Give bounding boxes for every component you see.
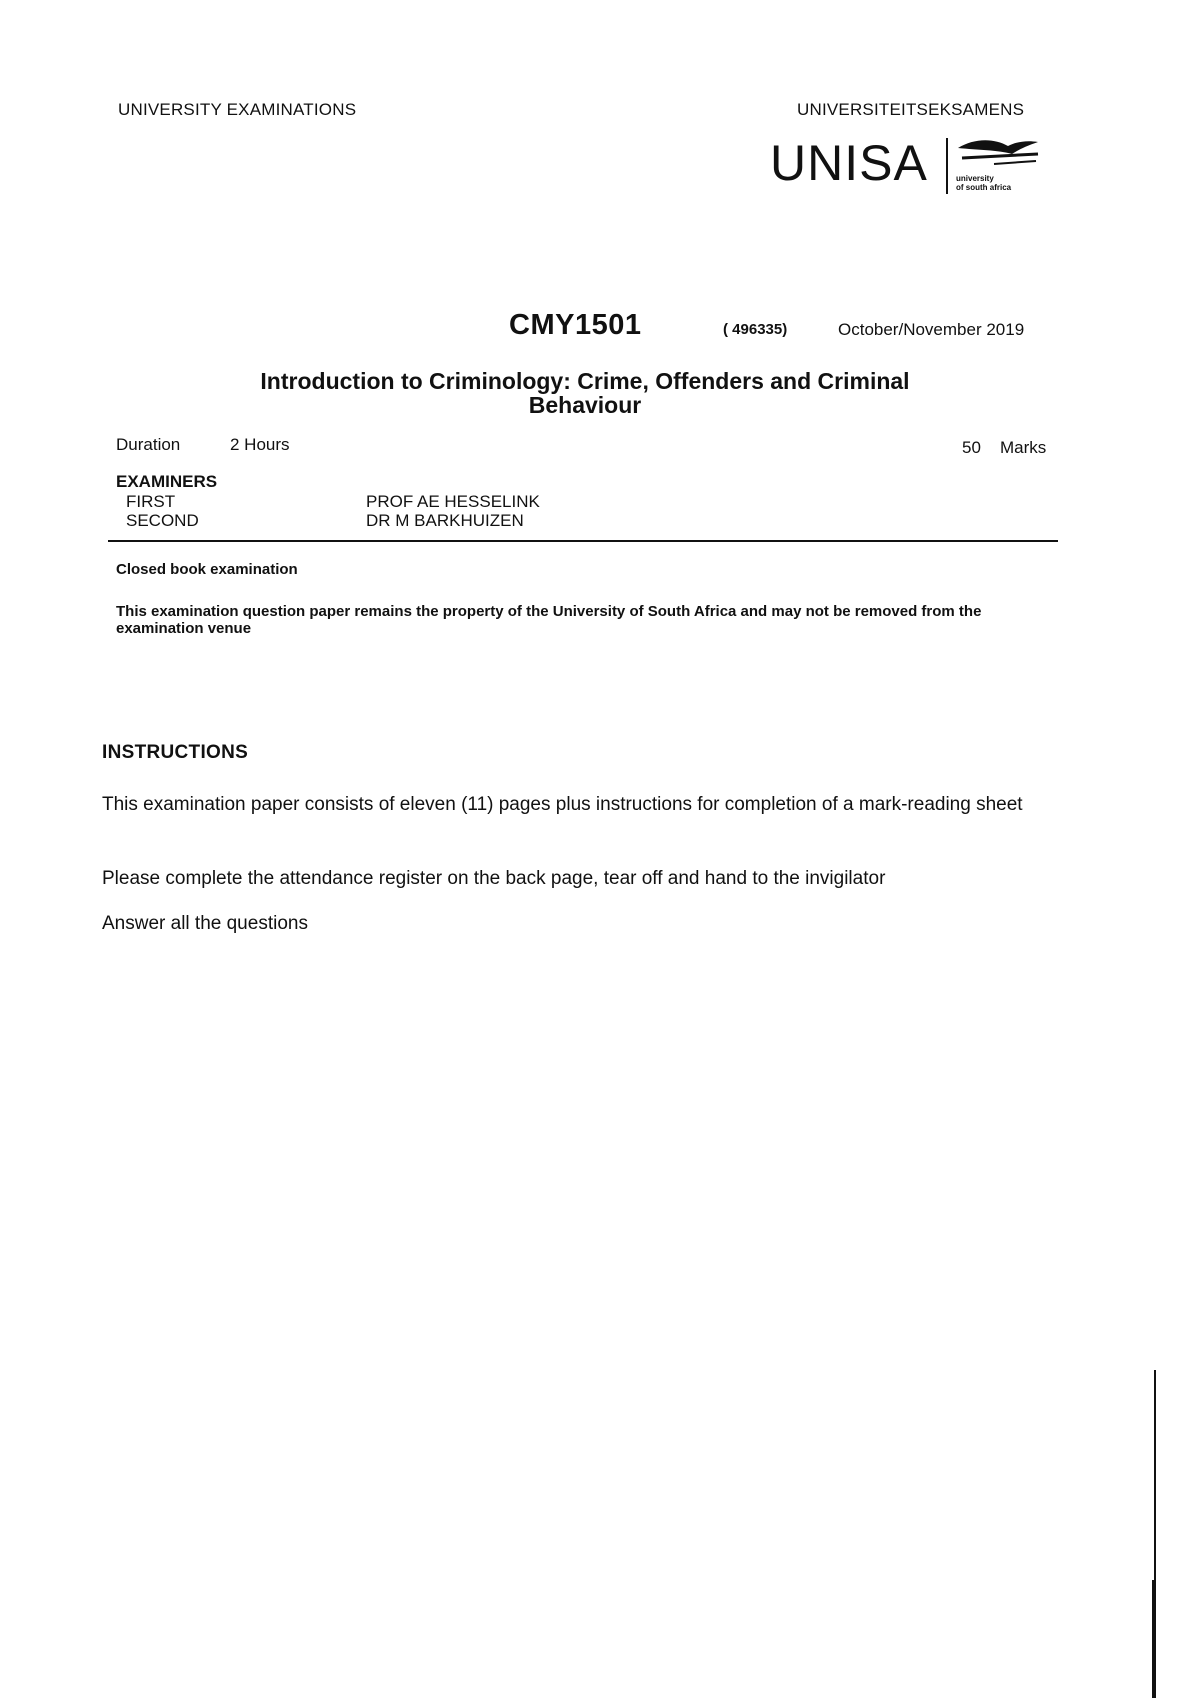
- instruction-item: Please complete the attendance register on the back page, tear off and hand to the invigilator: [102, 868, 886, 889]
- header-divider: [108, 540, 1058, 542]
- exam-session: October/November 2019: [838, 320, 1025, 339]
- examiners-heading: EXAMINERS: [116, 472, 218, 491]
- instructions-heading: INSTRUCTIONS: [102, 742, 249, 763]
- unisa-logo: [770, 134, 1040, 198]
- logo-word: UNISA: [770, 135, 928, 191]
- logo-tagline-1: university: [956, 174, 994, 183]
- marks-label: Marks: [1000, 438, 1047, 457]
- examiner-first-label: FIRST: [126, 492, 176, 511]
- unisa-bird-icon: [954, 134, 1040, 172]
- paper-number: ( 496335): [723, 321, 788, 338]
- instruction-item: Answer all the questions: [102, 913, 308, 934]
- examiner-second-name: DR M BARKHUIZEN: [366, 511, 524, 530]
- examiner-second-label: SECOND: [126, 511, 199, 530]
- margin-line-thick: [1152, 1580, 1156, 1698]
- closed-book-notice: Closed book examination: [116, 561, 298, 578]
- property-notice: This examination question paper remains the property of the University of South Africa and may not be removed from the examination venue: [116, 603, 982, 637]
- duration-value: 2 Hours: [230, 435, 290, 454]
- course-title: Introduction to Criminology: Crime, Offenders and Criminal Behaviour: [260, 368, 910, 418]
- logo-divider: [946, 138, 948, 194]
- duration-label: Duration: [116, 435, 181, 454]
- instruction-item: This examination paper consists of eleven (11) pages plus instructions for completion of a mark-reading sheet: [102, 794, 1023, 815]
- examiner-first-name: PROF AE HESSELINK: [366, 492, 540, 511]
- course-code: CMY1501: [509, 309, 642, 341]
- logo-tagline-2: of south africa: [956, 183, 1012, 192]
- marks-value: 50: [962, 438, 981, 457]
- header-left: UNIVERSITY EXAMINATIONS: [118, 100, 357, 119]
- header-right: UNIVERSITEITSEKSAMENS: [797, 100, 1025, 119]
